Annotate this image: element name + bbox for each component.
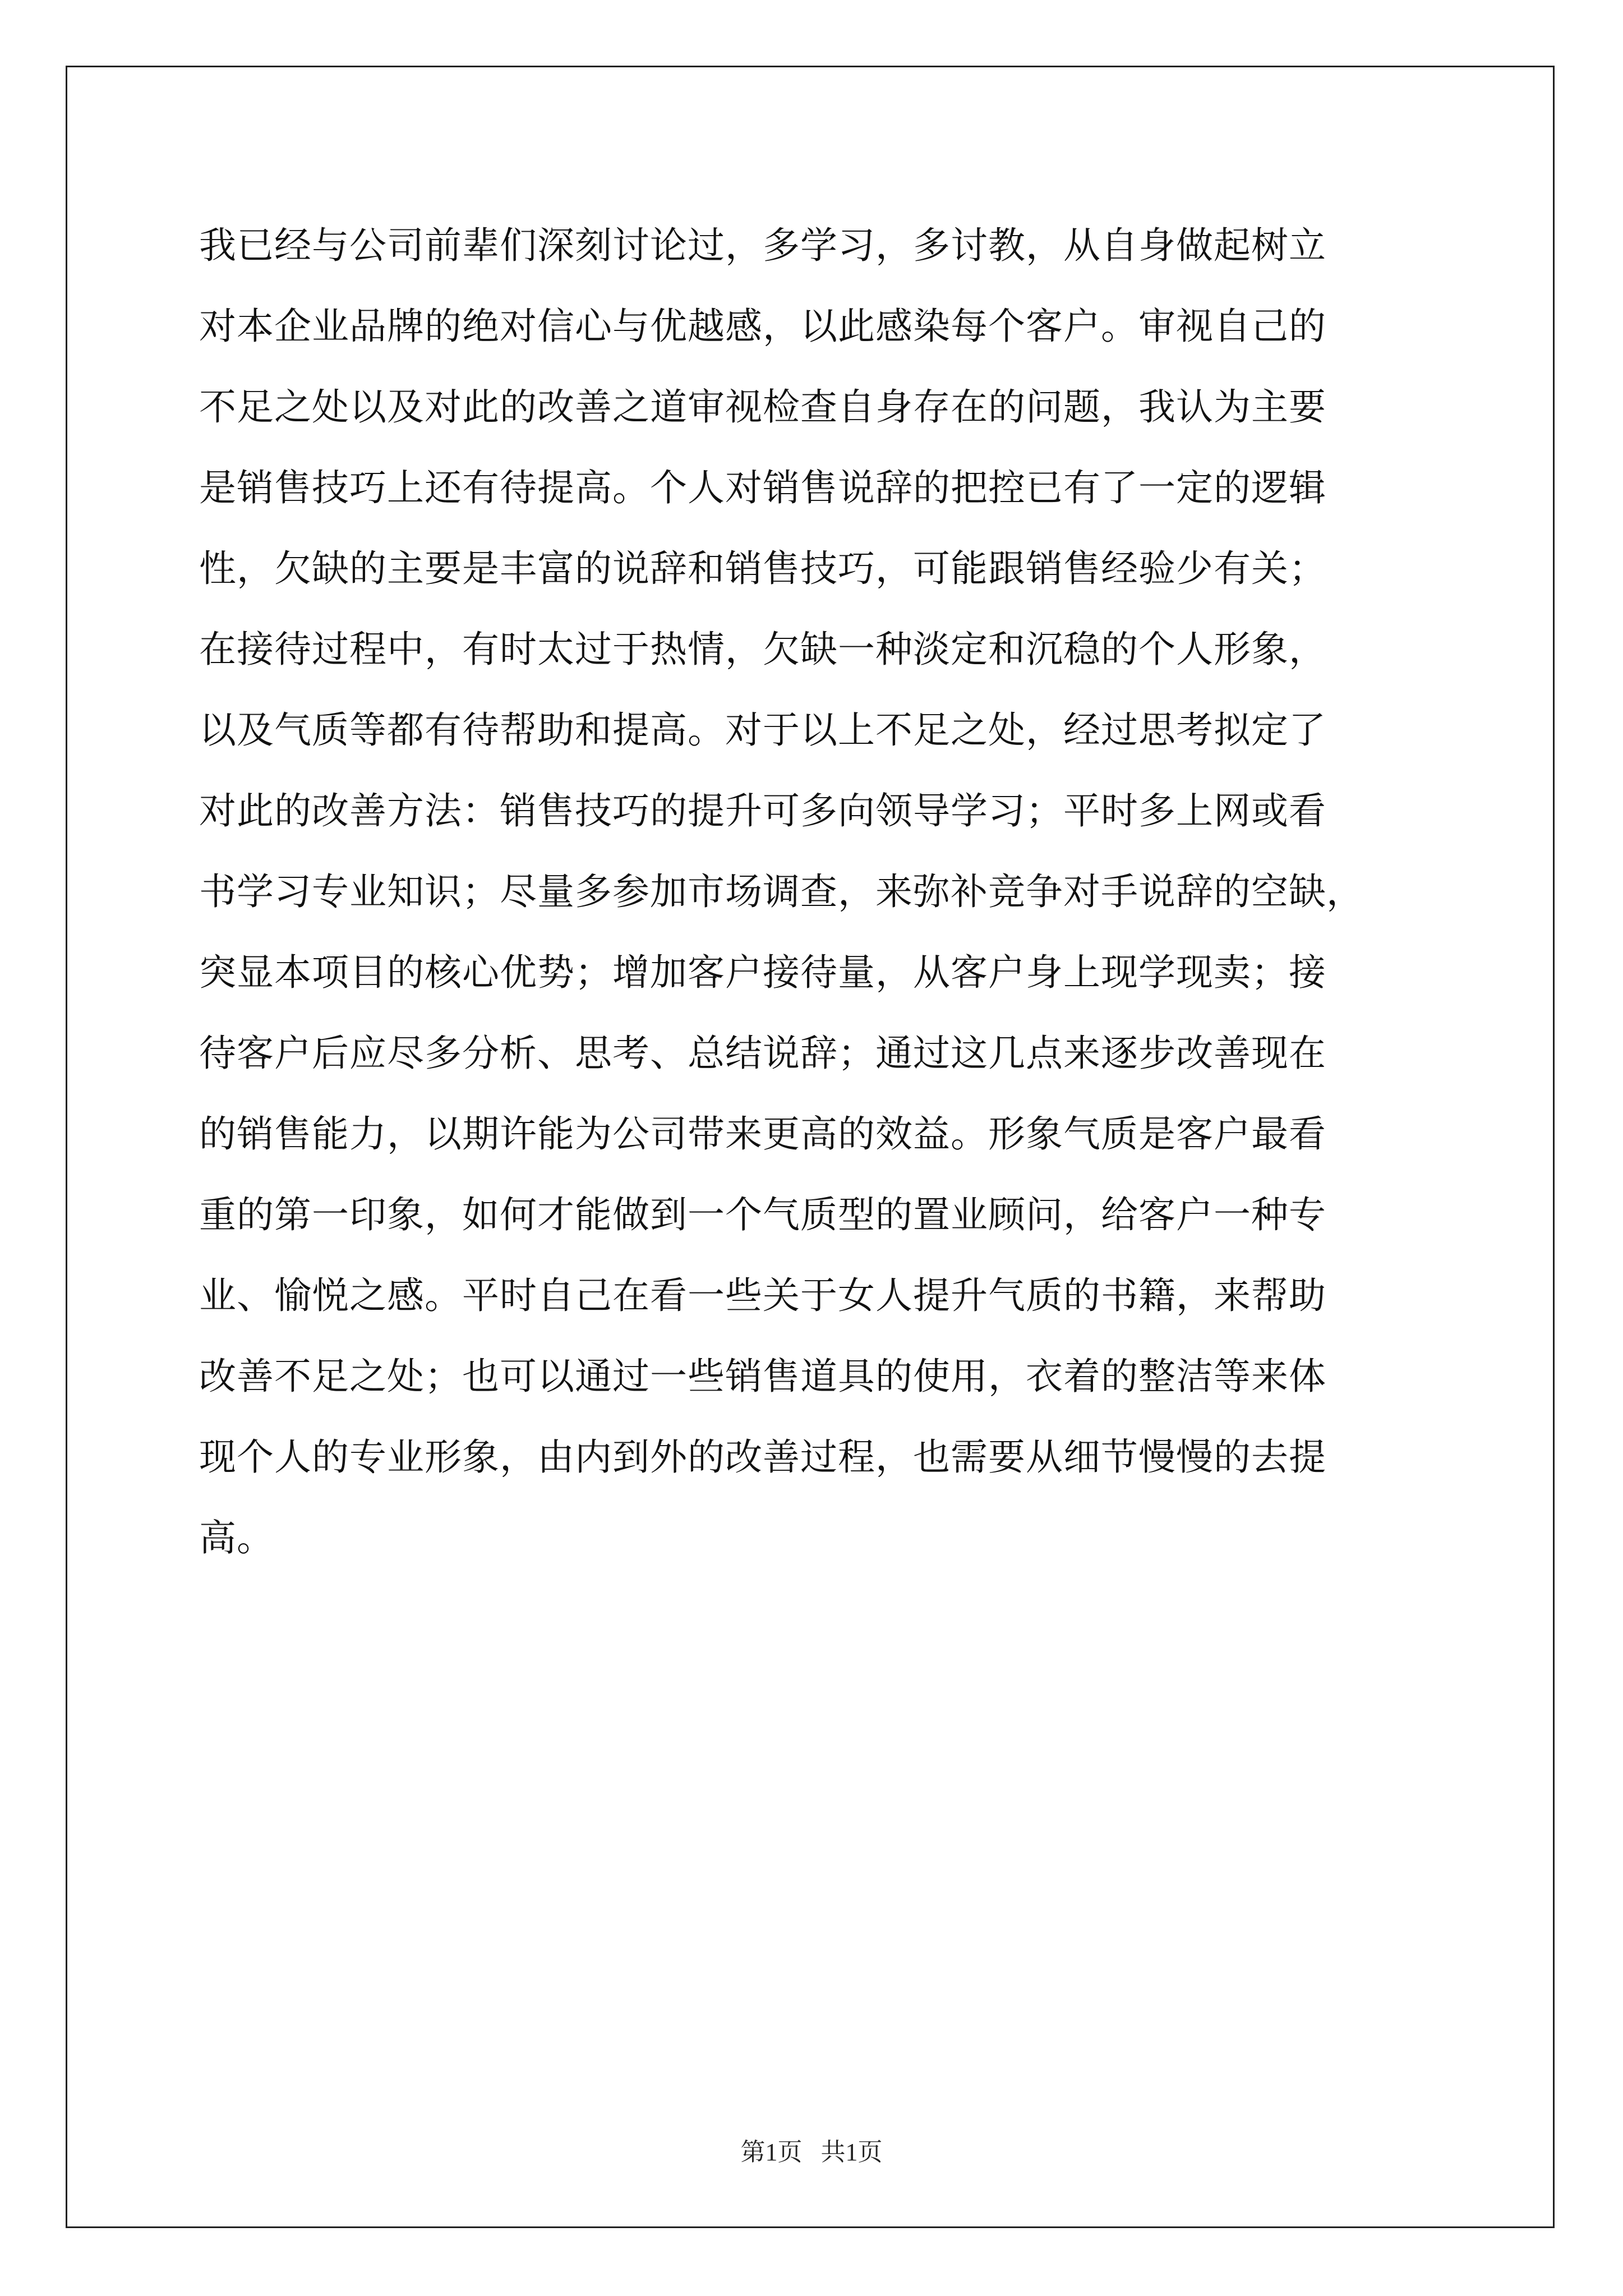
text-line: 现个人的专业形象，由内到外的改善过程，也需要从细节慢慢的去提 bbox=[199, 1435, 1326, 1479]
text-line: 对此的改善方法：销售技巧的提升可多向领导学习；平时多上网或看 bbox=[199, 789, 1326, 832]
text-line: 改善不足之处；也可以通过一些销售道具的使用，衣着的整洁等来体 bbox=[199, 1355, 1326, 1398]
page-total: 共1页 bbox=[820, 2138, 883, 2166]
page-footer bbox=[0, 2132, 1623, 2168]
page-number: 第1页 bbox=[740, 2138, 803, 2166]
text-line: 重的第一印象，如何才能做到一个气质型的置业顾问，给客户一种专 bbox=[199, 1193, 1326, 1236]
text-line: 对本企业品牌的绝对信心与优越感，以此感染每个客户。审视自己的 bbox=[199, 305, 1326, 348]
text-line: 是销售技巧上还有待提高。个人对销售说辞的把控已有了一定的逻辑 bbox=[199, 466, 1326, 509]
text-line: 不足之处以及对此的改善之道审视检查自身存在的问题，我认为主要 bbox=[199, 385, 1326, 429]
text-line: 待客户后应尽多分析、思考、总结说辞；通过这几点来逐步改善现在 bbox=[199, 1032, 1326, 1075]
text-line: 突显本项目的核心优势；增加客户接待量，从客户身上现学现卖；接 bbox=[199, 951, 1326, 994]
text-line: 我已经与公司前辈们深刻讨论过，多学习，多讨教，从自身做起树立 bbox=[199, 224, 1326, 267]
text-line: 在接待过程中，有时太过于热情，欠缺一种淡定和沉稳的个人形象， bbox=[199, 628, 1326, 671]
text-line: 以及气质等都有待帮助和提高。对于以上不足之处，经过思考拟定了 bbox=[199, 708, 1326, 752]
text-line: 的销售能力，以期许能为公司带来更高的效益。形象气质是客户最看 bbox=[199, 1112, 1326, 1156]
document-body bbox=[199, 218, 1433, 1591]
text-line: 书学习专业知识；尽量多参加市场调查，来弥补竞争对手说辞的空缺， bbox=[199, 870, 1364, 913]
text-line: 高。 bbox=[199, 1516, 274, 1559]
text-line: 业、愉悦之感。平时自己在看一些关于女人提升气质的书籍，来帮助 bbox=[199, 1274, 1326, 1317]
text-line: 性，欠缺的主要是丰富的说辞和销售技巧，可能跟销售经验少有关； bbox=[199, 547, 1326, 590]
